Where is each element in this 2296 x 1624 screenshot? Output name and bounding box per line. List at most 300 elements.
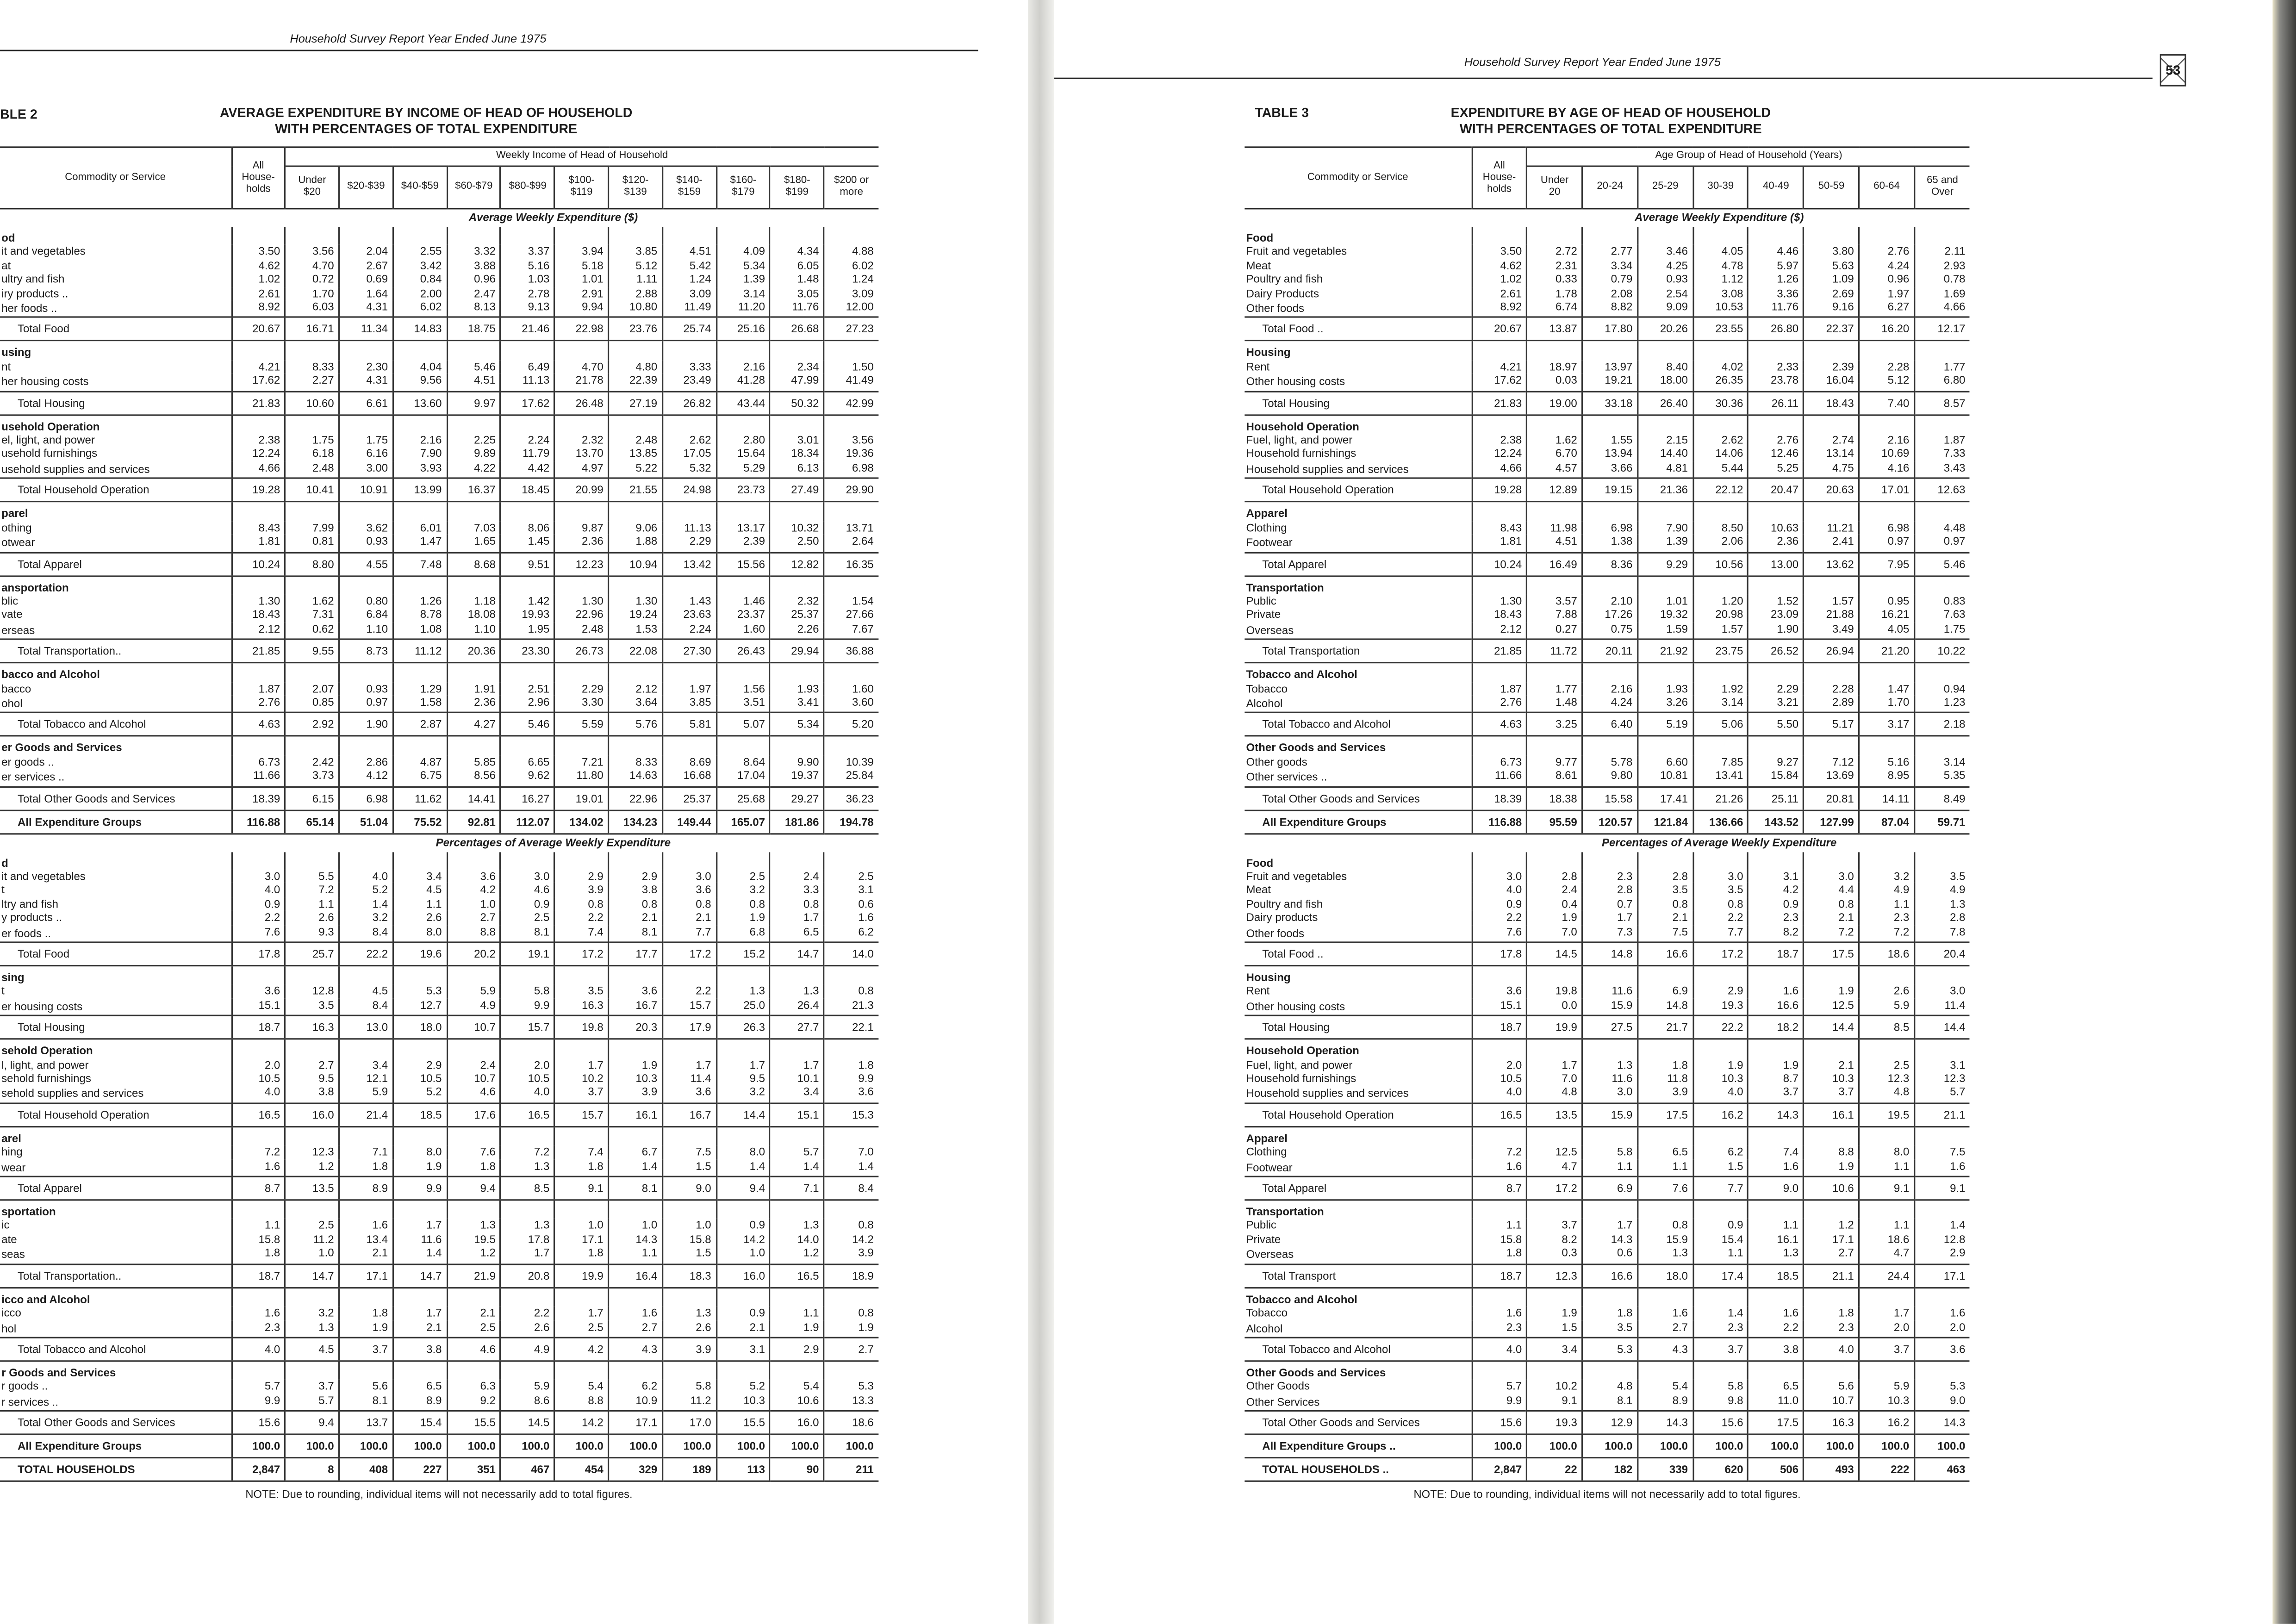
cell-value: 1.1 [1472, 1219, 1527, 1233]
category-heading: Household Operation [1246, 419, 1359, 433]
column-header: $120- $139 [609, 166, 662, 209]
cell-value: 1.9 [1804, 1159, 1859, 1177]
cell-value: 4.0 [501, 1086, 554, 1103]
category-heading-row [0, 1200, 878, 1219]
cell-value: 16.1 [609, 1103, 662, 1127]
cell-value: 2.5 [554, 1320, 608, 1338]
table-row [0, 374, 878, 392]
cell-value: 5.81 [662, 713, 716, 736]
cell-value: 2.32 [554, 434, 608, 448]
cell-value: 0.84 [393, 273, 447, 286]
cell-value: 2.38 [1472, 434, 1527, 448]
cell-value: 4.62 [231, 259, 285, 273]
cell-value: 16.27 [501, 786, 554, 810]
cell-value: 2.15 [1637, 434, 1693, 448]
cell-value: 14.83 [393, 317, 447, 341]
empty-cell [1693, 736, 1748, 755]
cell-value: 4.0 [231, 884, 285, 897]
empty-cell [393, 1126, 447, 1145]
cell-value: 9.9 [231, 1394, 285, 1411]
table-row [0, 1219, 878, 1233]
cell-value: 1.39 [716, 273, 770, 286]
cell-value: 12.3 [1527, 1264, 1582, 1288]
cell-value: 12.5 [1804, 998, 1859, 1016]
row-label: erseas [1, 623, 35, 637]
cell-value: 18.9 [824, 1264, 878, 1288]
cell-value: 16.0 [716, 1264, 770, 1288]
empty-cell [609, 502, 662, 521]
cell-value: 23.76 [609, 317, 662, 341]
cell-value: 8.40 [1637, 360, 1693, 374]
empty-cell [1859, 502, 1915, 521]
cell-value: 14.4 [1804, 1016, 1859, 1039]
cell-value: 7.2 [1804, 925, 1859, 942]
row-label: Other Services [1246, 1395, 1320, 1408]
category-heading: od [1, 231, 15, 245]
empty-cell [501, 341, 554, 360]
cell-value: 3.6 [231, 984, 285, 998]
cell-value: 11.66 [231, 769, 285, 787]
cell-value: 0.8 [554, 897, 608, 911]
cell-value: 1.3 [1914, 897, 1970, 911]
cell-value: 5.3 [1582, 1338, 1638, 1361]
empty-cell [662, 852, 716, 870]
cell-value: 19.93 [501, 608, 554, 622]
cell-value: 4.80 [609, 360, 662, 374]
cell-value: 19.28 [231, 479, 285, 502]
page-edge [2272, 0, 2296, 1624]
empty-cell [501, 852, 554, 870]
cell-value: 17.8 [231, 942, 285, 966]
empty-cell [1527, 1288, 1582, 1307]
cell-value: 20.81 [1804, 786, 1859, 810]
cell-value: 1.20 [1693, 594, 1748, 608]
cell-value: 1.6 [1748, 1159, 1804, 1177]
row-label: Total Other Goods and Services [0, 786, 231, 810]
cell-value: 21.83 [231, 391, 285, 415]
cell-value: 8.73 [339, 639, 393, 663]
cell-value: 2.69 [1804, 286, 1859, 300]
cell-value: 15.8 [231, 1233, 285, 1247]
empty-cell [716, 966, 770, 985]
cell-value: 2.00 [393, 286, 447, 300]
empty-cell [1472, 852, 1527, 870]
cell-value: 4.7 [1859, 1246, 1915, 1264]
empty-cell [231, 1126, 285, 1145]
cell-value: 20.98 [1693, 608, 1748, 622]
header-rule [0, 50, 978, 51]
cell-value: 16.5 [501, 1103, 554, 1127]
grand-total-row [1244, 1434, 1970, 1458]
cell-value: 2.39 [716, 535, 770, 552]
header-rule [1054, 78, 2153, 79]
cell-value: 21.36 [1637, 479, 1693, 502]
cell-value: 5.46 [501, 713, 554, 736]
cell-value: 18.0 [393, 1016, 447, 1039]
table-row [0, 925, 878, 942]
row-label: Clothing [1246, 1145, 1287, 1159]
empty-cell [1693, 852, 1748, 870]
cell-value: 4.0 [231, 1086, 285, 1103]
cell-value: 4.9 [447, 998, 501, 1016]
cell-value: 3.50 [1472, 245, 1527, 259]
empty-cell [609, 663, 662, 682]
cell-value: 8.95 [1859, 769, 1915, 787]
row-label: t [1, 984, 5, 998]
category-heading-row [0, 227, 878, 245]
cell-value: 3.0 [501, 870, 554, 884]
cell-value: 1.1 [393, 897, 447, 911]
cell-value: 18.75 [447, 317, 501, 341]
cell-value: 5.34 [716, 259, 770, 273]
cell-value: 2.16 [716, 360, 770, 374]
cell-value: 2.42 [285, 755, 339, 769]
empty-cell [824, 1288, 878, 1307]
cell-value: 1.55 [1582, 434, 1638, 448]
cell-value: 3.9 [609, 1086, 662, 1103]
cell-value: 12.82 [770, 552, 824, 576]
empty-cell [662, 1200, 716, 1219]
cell-value: 2.5 [1859, 1058, 1915, 1072]
cell-value: 15.5 [716, 1411, 770, 1435]
row-label: otwear [1, 536, 35, 549]
category-heading: Other Goods and Services [1246, 741, 1386, 755]
cell-value: 14.4 [716, 1103, 770, 1127]
subtotal-row [1244, 1411, 1970, 1435]
cell-value: 3.7 [1693, 1338, 1748, 1361]
data-table [0, 146, 878, 1482]
cell-value: 3.8 [609, 884, 662, 897]
cell-value: 16.35 [824, 552, 878, 576]
cell-value: 2.80 [716, 434, 770, 448]
cell-value: 2.30 [339, 360, 393, 374]
cell-value: 18.5 [393, 1103, 447, 1127]
empty-cell [554, 575, 608, 594]
cell-value: 0.8 [1804, 897, 1859, 911]
cell-value: 2.06 [1693, 535, 1748, 552]
empty-cell [554, 341, 608, 360]
cell-value: 21.9 [447, 1264, 501, 1288]
cell-value: 3.01 [770, 434, 824, 448]
cell-value: 4.87 [393, 755, 447, 769]
cell-value: 100.0 [393, 1434, 447, 1458]
empty-cell [501, 966, 554, 985]
cell-value: 2.12 [1472, 622, 1527, 640]
row-label: Total Tobacco and Alcohol [1244, 1338, 1471, 1361]
empty-cell [1527, 1039, 1582, 1058]
cell-value: 8.0 [393, 925, 447, 942]
cell-value: 112.07 [501, 810, 554, 834]
empty-cell [1693, 341, 1748, 360]
cell-value: 23.63 [662, 608, 716, 622]
cell-value: 1.7 [770, 911, 824, 925]
cell-value: 100.0 [1748, 1434, 1804, 1458]
empty-cell [1582, 1126, 1638, 1145]
cell-value: 17.2 [662, 942, 716, 966]
cell-value: 6.18 [285, 447, 339, 461]
caption-spacer [1244, 209, 1471, 227]
table-row [1244, 608, 1970, 622]
cell-value: 1.8 [1582, 1306, 1638, 1320]
cell-value: 6.16 [339, 447, 393, 461]
cell-value: 1.48 [1527, 696, 1582, 713]
cell-value: 23.55 [1693, 317, 1748, 341]
cell-value: 1.4 [609, 1159, 662, 1177]
category-heading: Transportation [1246, 1205, 1324, 1219]
cell-value: 2.2 [1693, 911, 1748, 925]
cell-value: 11.13 [662, 521, 716, 535]
cell-value: 3.0 [1693, 870, 1748, 884]
row-label: Household furnishings [1246, 1072, 1356, 1085]
column-group-header: Age Group of Head of Household (Years) [1527, 147, 1970, 166]
row-label: it and vegetables [1, 245, 86, 259]
cell-value: 493 [1804, 1458, 1859, 1481]
cell-value: 11.76 [770, 300, 824, 318]
empty-cell [824, 1039, 878, 1058]
cell-value: 0.8 [1693, 897, 1748, 911]
empty-cell [1693, 1039, 1748, 1058]
cell-value: 2.28 [1859, 360, 1915, 374]
empty-cell [716, 415, 770, 434]
cell-value: 13.94 [1582, 447, 1638, 461]
cell-value: 1.3 [1748, 1246, 1804, 1264]
cell-value: 10.3 [1804, 1072, 1859, 1086]
cell-value: 0.8 [824, 1219, 878, 1233]
cell-value: 12.23 [554, 552, 608, 576]
cell-value: 5.35 [1914, 769, 1970, 787]
cell-value: 17.2 [1527, 1176, 1582, 1200]
cell-value: 2.18 [1914, 713, 1970, 736]
cell-value: 1.9 [824, 1320, 878, 1338]
cell-value: 2.61 [1472, 286, 1527, 300]
empty-cell [1472, 575, 1527, 594]
cell-value: 18.43 [1472, 608, 1527, 622]
cell-value: 21.20 [1859, 639, 1915, 663]
row-label: Poultry and fish [1246, 273, 1323, 286]
table-row [1244, 897, 1970, 911]
empty-cell [231, 663, 285, 682]
cell-value: 3.1 [824, 884, 878, 897]
cell-value: 16.6 [1637, 942, 1693, 966]
cell-value: 16.4 [609, 1264, 662, 1288]
empty-cell [447, 852, 501, 870]
empty-cell [1693, 663, 1748, 682]
row-label: usehold furnishings [1, 447, 98, 460]
cell-value: 3.32 [447, 245, 501, 259]
cell-value: 2.9 [554, 870, 608, 884]
empty-cell [1472, 1200, 1527, 1219]
empty-cell [285, 575, 339, 594]
cell-value: 2.77 [1582, 245, 1638, 259]
cell-value: 21.26 [1693, 786, 1748, 810]
cell-value: 0.81 [285, 535, 339, 552]
cell-value: 11.98 [1527, 521, 1582, 535]
empty-cell [501, 663, 554, 682]
empty-cell [447, 736, 501, 755]
empty-cell [1804, 966, 1859, 985]
cell-value: 2.54 [1637, 286, 1693, 300]
cell-value: 9.9 [824, 1072, 878, 1086]
cell-value: 2,847 [231, 1458, 285, 1481]
row-label: Footwear [1246, 536, 1293, 549]
empty-cell [716, 502, 770, 521]
row-label: hing [1, 1145, 23, 1159]
cell-value: 3.46 [1637, 245, 1693, 259]
cell-value: 1.95 [501, 622, 554, 640]
cell-value: 2.3 [1804, 1320, 1859, 1338]
cell-value: 14.63 [609, 769, 662, 787]
empty-cell [339, 415, 393, 434]
empty-cell [285, 1200, 339, 1219]
cell-value: 4.2 [554, 1338, 608, 1361]
table-2-block [0, 146, 878, 1502]
category-heading-row [0, 502, 878, 521]
cell-value: 2.27 [285, 374, 339, 392]
empty-cell [1693, 502, 1748, 521]
empty-cell [824, 227, 878, 245]
cell-value: 17.62 [231, 374, 285, 392]
cell-value: 0.0 [1527, 998, 1582, 1016]
empty-cell [231, 852, 285, 870]
cell-value: 29.94 [770, 639, 824, 663]
cell-value: 6.60 [1637, 755, 1693, 769]
category-heading: d [1, 856, 8, 869]
empty-cell [447, 575, 501, 594]
cell-value: 2.1 [1804, 1058, 1859, 1072]
table-row [1244, 984, 1970, 998]
cell-value: 8.36 [1582, 552, 1638, 576]
empty-cell [339, 1126, 393, 1145]
cell-value: 2.76 [1472, 696, 1527, 713]
cell-value: 1.60 [824, 682, 878, 696]
cell-value: 2.41 [1804, 535, 1859, 552]
cell-value: 6.75 [393, 769, 447, 787]
table-row [1244, 1394, 1970, 1411]
cell-value: 1.2 [285, 1159, 339, 1177]
cell-value: 1.59 [1637, 622, 1693, 640]
empty-cell [393, 1288, 447, 1307]
cell-value: 1.8 [1637, 1058, 1693, 1072]
cell-value: 0.85 [285, 696, 339, 713]
cell-value: 1.87 [1472, 682, 1527, 696]
cell-value: 14.40 [1637, 447, 1693, 461]
cell-value: 21.88 [1804, 608, 1859, 622]
empty-cell [1748, 1200, 1804, 1219]
category-heading: bacco and Alcohol [1, 668, 100, 681]
cell-value: 4.04 [393, 360, 447, 374]
cell-value: 11.66 [1472, 769, 1527, 787]
cell-value: 13.5 [285, 1176, 339, 1200]
cell-value: 0.69 [339, 273, 393, 286]
cell-value: 16.0 [285, 1103, 339, 1127]
cell-value: 5.78 [1582, 755, 1638, 769]
cell-value: 11.76 [1748, 300, 1804, 318]
cell-value: 3.0 [231, 870, 285, 884]
cell-value: 2.6 [1859, 984, 1915, 998]
cell-value: 8.1 [609, 925, 662, 942]
cell-value: 2.3 [1582, 870, 1638, 884]
column-header: 20-24 [1582, 166, 1638, 209]
empty-cell [1914, 663, 1970, 682]
cell-value: 1.0 [447, 897, 501, 911]
empty-cell [501, 415, 554, 434]
empty-cell [554, 227, 608, 245]
cell-value: 1.1 [1637, 1159, 1693, 1177]
empty-cell [1693, 1288, 1748, 1307]
row-label: Alcohol [1246, 697, 1283, 710]
cell-value: 19.00 [1527, 391, 1582, 415]
table-3-container [1244, 146, 1970, 1482]
cell-value: 1.81 [1472, 535, 1527, 552]
empty-cell [716, 1288, 770, 1307]
cell-value: 8 [285, 1458, 339, 1481]
empty-cell [662, 663, 716, 682]
empty-cell [501, 1288, 554, 1307]
cell-value: 100.0 [1693, 1434, 1748, 1458]
cell-value: 2.1 [339, 1246, 393, 1264]
cell-value: 18.08 [447, 608, 501, 622]
empty-cell [609, 736, 662, 755]
empty-cell [1748, 966, 1804, 985]
table-row [0, 884, 878, 897]
cell-value: 11.20 [716, 300, 770, 318]
cell-value: 14.2 [554, 1411, 608, 1435]
cell-value: 9.3 [285, 925, 339, 942]
cell-value: 1.75 [339, 434, 393, 448]
cell-value: 134.23 [609, 810, 662, 834]
cell-value: 2.50 [770, 535, 824, 552]
cell-value: 4.97 [554, 461, 608, 479]
empty-cell [1804, 1361, 1859, 1380]
cell-value: 329 [609, 1458, 662, 1481]
cell-value: 7.2 [501, 1145, 554, 1159]
cell-value: 5.9 [339, 1086, 393, 1103]
cell-value: 10.7 [447, 1016, 501, 1039]
empty-cell [1582, 227, 1638, 245]
empty-cell [824, 852, 878, 870]
empty-cell [1527, 502, 1582, 521]
cell-value: 1.3 [447, 1219, 501, 1233]
cell-value: 8.4 [339, 925, 393, 942]
cell-value: 3.5 [1582, 1320, 1638, 1338]
cell-value: 3.94 [554, 245, 608, 259]
empty-cell [1582, 575, 1638, 594]
empty-cell [662, 575, 716, 594]
subtotal-row [0, 1338, 878, 1361]
cell-value: 6.74 [1527, 300, 1582, 318]
cell-value: 2.7 [609, 1320, 662, 1338]
table-number: BLE 2 [0, 106, 37, 122]
row-label: el, light, and power [1, 433, 95, 447]
empty-cell [1527, 852, 1582, 870]
cell-value: 1.7 [393, 1306, 447, 1320]
cell-value: 3.09 [662, 286, 716, 300]
cell-value: 5.46 [447, 360, 501, 374]
cell-value: 17.7 [609, 942, 662, 966]
cell-value: 136.66 [1693, 810, 1748, 834]
cell-value: 2.92 [285, 713, 339, 736]
category-heading: sing [1, 971, 25, 984]
table-row [0, 245, 878, 259]
cell-value: 8.57 [1914, 391, 1970, 415]
table-row [1244, 925, 1970, 942]
empty-cell [1693, 575, 1748, 594]
cell-value: 3.6 [1472, 984, 1527, 998]
empty-cell [1582, 663, 1638, 682]
cell-value: 20.67 [1472, 317, 1527, 341]
cell-value: 5.17 [1804, 713, 1859, 736]
cell-value: 1.0 [609, 1219, 662, 1233]
